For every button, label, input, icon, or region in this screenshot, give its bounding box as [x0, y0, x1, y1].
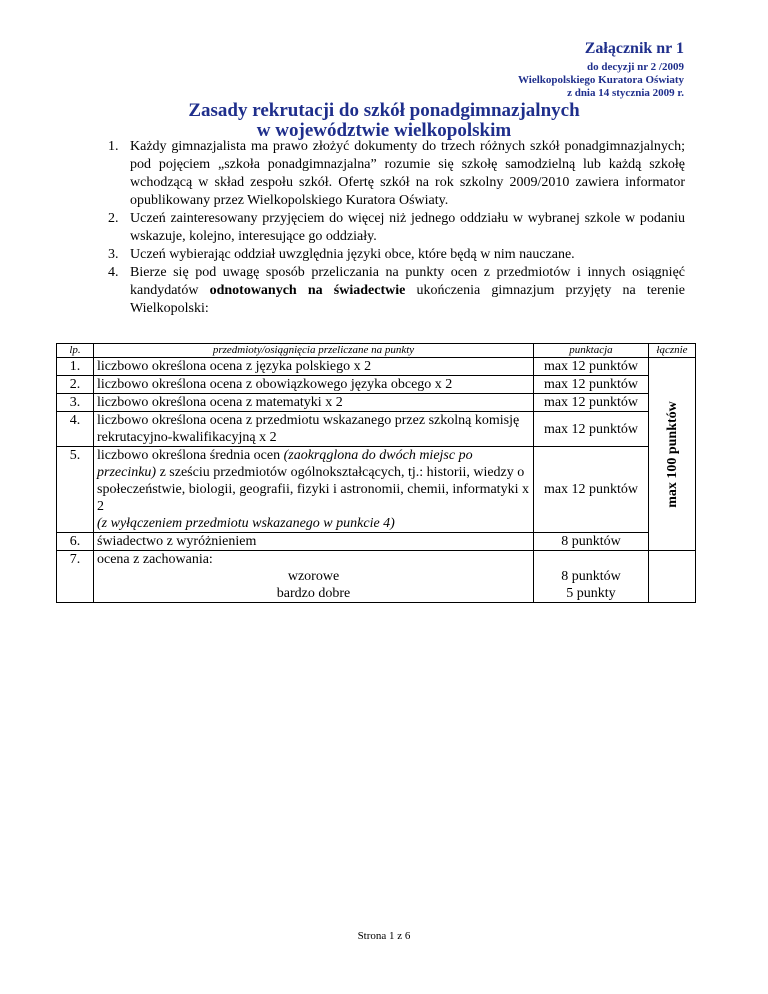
row-score: max 12 punktów: [534, 358, 649, 376]
row-desc-text: liczbowo określona średnia ocen: [97, 448, 284, 463]
row-score: max 12 punktów: [534, 412, 649, 447]
conduct-exemplary: wzorowe: [287, 569, 340, 584]
table-row: [57, 551, 696, 603]
row-score: [534, 551, 649, 603]
row-desc: liczbowo określona ocena z obowiązkowego języka obcego x 2: [94, 376, 534, 394]
rule-text: Bierze się pod uwagę sposób przeliczania na punkty ocen z przedmiotów i innych osiągnięć kandydatów: [130, 265, 685, 298]
row-lp: 3.: [57, 394, 94, 412]
row-lp: 4.: [57, 412, 94, 447]
page-footer: Strona 1 z 6: [357, 930, 411, 942]
row-desc: świadectwo z wyróżnieniem: [94, 533, 534, 551]
table-row: [57, 358, 696, 376]
table-header-row: [57, 344, 696, 358]
row-desc: [94, 447, 534, 533]
table-row: [57, 412, 696, 447]
rules-list: [108, 138, 685, 318]
header-lp: lp.: [57, 344, 94, 358]
attachment-authority: Wielkopolskiego Kuratora Oświaty: [517, 74, 684, 86]
row-lp: 5.: [57, 447, 94, 533]
rule-text: Uczeń zainteresowany przyjęciem do więcej niż jednego oddziału w wybranej szkole w podaniu wskazuje, kolejno, interesujące go oddziały.: [130, 211, 685, 244]
total-cell: [649, 358, 696, 551]
conduct-very-good: bardzo dobre: [276, 586, 351, 601]
rule-item: [108, 138, 685, 210]
row-score: max 12 punktów: [534, 376, 649, 394]
rule-text-bold: odnotowanych na świadectwie: [209, 283, 406, 298]
score-very-good: 5 punkty: [566, 586, 616, 601]
rule-item: [108, 264, 685, 318]
row-lp: 2.: [57, 376, 94, 394]
header-total: łącznie: [649, 344, 696, 358]
row-desc-note: (z wyłączeniem przedmiotu wskazanego w punkcie 4): [97, 516, 395, 531]
table-row: [57, 394, 696, 412]
row-desc: liczbowo określona ocena z języka polskiego x 2: [94, 358, 534, 376]
table-row: [57, 533, 696, 551]
page-title-line2: w województwie wielkopolskim: [256, 120, 512, 141]
table-row: [57, 447, 696, 533]
table-row: [57, 376, 696, 394]
row-desc-italic: (zaokrąglona do dwóch miejsc po przecinku): [97, 448, 473, 480]
attachment-date: z dnia 14 stycznia 2009 r.: [567, 87, 684, 99]
points-table: [56, 343, 696, 603]
rule-number: 2.: [108, 211, 119, 226]
rule-item: [108, 210, 685, 246]
rule-item: [108, 246, 685, 264]
rule-text: Uczeń wybierając oddział uwzględnia języki obce, które będą w nim nauczane.: [130, 247, 575, 262]
attachment-decision: do decyzji nr 2 /2009: [587, 61, 684, 73]
rule-number: 4.: [108, 265, 119, 280]
header-score: punktacja: [534, 344, 649, 358]
rule-number: 1.: [108, 139, 119, 154]
row-desc: [94, 551, 534, 603]
score-exemplary: 8 punktów: [561, 569, 621, 584]
row-score: 8 punktów: [534, 533, 649, 551]
header-subjects: przedmioty/osiągnięcia przeliczane na punkty: [94, 344, 534, 358]
row-score: max 12 punktów: [534, 447, 649, 533]
row-lp: 6.: [57, 533, 94, 551]
total-label: max 100 punktów: [664, 400, 680, 508]
row-score: max 12 punktów: [534, 394, 649, 412]
attachment-title: Załącznik nr 1: [584, 40, 684, 57]
row-lp: 7.: [57, 551, 94, 603]
total-cell-empty: [649, 551, 696, 603]
row-desc: liczbowo określona ocena z przedmiotu wskazanego przez szkolną komisję rekrutacyjno-kwalifikacyjną x 2: [94, 412, 534, 447]
rule-text: ukończenia gimnazjum przyjęty na terenie Wielkopolski:: [130, 283, 685, 316]
row-desc-text: ocena z zachowania:: [97, 552, 213, 567]
row-desc-text: z sześciu przedmiotów ogólnokształcących, tj.: historii, wiedzy o społeczeństwie, biologii, geografii, fizyki i astronomii, chemii, informatyki x 2: [97, 465, 529, 514]
row-desc: liczbowo określona ocena z matematyki x 2: [94, 394, 534, 412]
rule-text: Każdy gimnazjalista ma prawo złożyć dokumenty do trzech różnych szkół ponadgimnazjalnych; pod pojęciem „szkoła ponadgimnazjalna” rozumie się szkołę samodzielną lub każdą szkołę wchodzącą w skład zespołu szkół. Ofertę szkół na rok szkolny 2009/2010 zawiera informator opublikowany przez Wielkopolskiego Kuratora Oświaty.: [130, 139, 685, 208]
row-lp: 1.: [57, 358, 94, 376]
rule-number: 3.: [108, 247, 119, 262]
page-title-line1: Zasady rekrutacji do szkół ponadgimnazjalnych: [188, 100, 580, 121]
